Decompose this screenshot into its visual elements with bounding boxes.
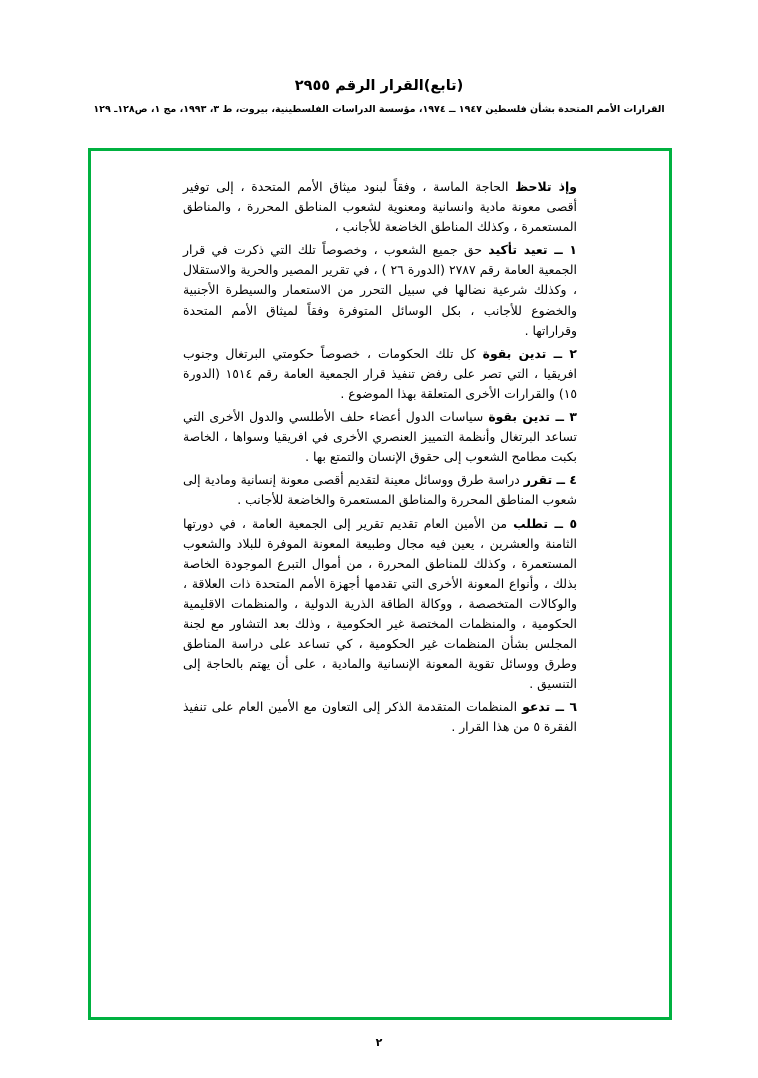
paragraph-6 xyxy=(183,514,577,695)
paragraph-4-text: سياسات الدول أعضاء حلف الأطلسي والدول الأخرى التي تساعد البرتغال وأنظمة التمييز العنصري الأخرى في افريقيا وسواها ، الخاصة بكبت مطامح الشعوب إلى حقوق الإنسان والتمتع بها . xyxy=(183,409,577,465)
paragraph-1 xyxy=(183,177,577,237)
paragraph-7-lead: ٦ ــ تدعو xyxy=(522,699,578,715)
paragraph-7-text: المنظمات المتقدمة الذكر إلى التعاون مع الأمين العام على تنفيذ الفقرة ٥ من هذا القرار . xyxy=(183,699,577,735)
paragraph-3 xyxy=(183,344,577,404)
paragraph-1-lead: وإذ تلاحظ xyxy=(515,179,577,194)
paragraph-3-text: كل تلك الحكومات ، خصوصاً حكومتي البرتغال وجنوب افريقيا ، التي تصر على رفض تنفيذ قرار الجمعية العامة رقم ١٥١٤ (الدورة ١٥) والقرارات الأخرى المتعلقة بهذا الموضوع . xyxy=(183,345,577,401)
content-frame xyxy=(88,148,672,1020)
paragraph-5-text: دراسة طرق ووسائل معينة لتقديم أقصى معونة إنسانية ومادية إلى شعوب المناطق المحررة والمناطق المستعمرة والخاضعة للأجانب . xyxy=(183,472,577,508)
page-header xyxy=(0,0,758,117)
paragraph-6-text: من الأمين العام تقديم تقرير إلى الجمعية العامة ، في دورتها الثامنة والعشرين ، يعين فيه مجال وطبيعة المعونة الموفرة للبلاد والشعوب المستعمرة ، وكذلك للمناطق المحررة ، من أموال التبرع الموجودة الخاصة بذلك ، وأنواع المعونة الأخرى التي تقدمها أجهزة الأمم المتحدة ذات العلاقة ، والوكالات المتخصصة ، ووكالة الطاقة الذرية الدولية ، والمنظمات الاقليمية الحكومية ، والمنظمات المختصة غير الحكومية ، وذلك بعد التشاور مع لجنة المجلس بشأن المنظمات غير الحكومية ، كي تساعد على دراسة المناطق وطرق ووسائل تقوية المعونة الإنسانية والمادية ، على أن يهتم بالحاجة إلى التنسيق . xyxy=(183,515,577,692)
paragraph-2 xyxy=(183,240,577,340)
paragraph-5 xyxy=(183,470,577,510)
paragraph-4 xyxy=(183,407,577,467)
paragraph-2-text: حق جميع الشعوب ، وخصوصاً تلك التي ذكرت في قرار الجمعية العامة رقم ٢٧٨٧ (الدورة ٢٦ ) ، في تقرير المصير والحرية والاستقلال ، وكذلك شرعية نضالها في سبيل التحرر من الاستعمار والسيطرة الأجنبية والخضوع للأجانب ، بكل الوسائل المتوفرة وفقاً لميثاق الأمم المتحدة وقراراتها . xyxy=(183,242,577,338)
paragraph-2-lead: ١ ــ تعيد تأكيد xyxy=(488,242,577,258)
paragraph-4-lead: ٣ ــ تدين بقوة xyxy=(488,409,577,425)
paragraph-5-lead: ٤ ــ تقرر xyxy=(523,472,577,488)
paragraph-3-lead: ٢ ــ تدين بقوة xyxy=(482,345,577,361)
page-title: (تابع)القرار الرقم ٢٩٥٥ xyxy=(294,78,464,94)
source-citation: القرارات الأمم المتحدة بشأن فلسطين ١٩٤٧ ــ ١٩٧٤، مؤسسة الدراسات الفلسطينية، بيروت، ط ٣، ١٩٩٣، مج ١، ص١٢٨ـ ١٢٩ xyxy=(93,104,665,116)
paragraph-1-text: الحاجة الماسة ، وفقاً لبنود ميثاق الأمم المتحدة ، إلى توفير أقصى معونة مادية وانسانية ومعنوية لشعوب المناطق المحررة ، والمناطق المستعمرة ، وكذلك المناطق الخاضعة للأجانب ، xyxy=(183,179,577,235)
page-number: ٢ xyxy=(375,1036,383,1049)
paragraph-6-lead: ٥ ــ تطلب xyxy=(513,515,578,531)
resolution-body xyxy=(91,151,669,758)
paragraph-7 xyxy=(183,697,577,737)
